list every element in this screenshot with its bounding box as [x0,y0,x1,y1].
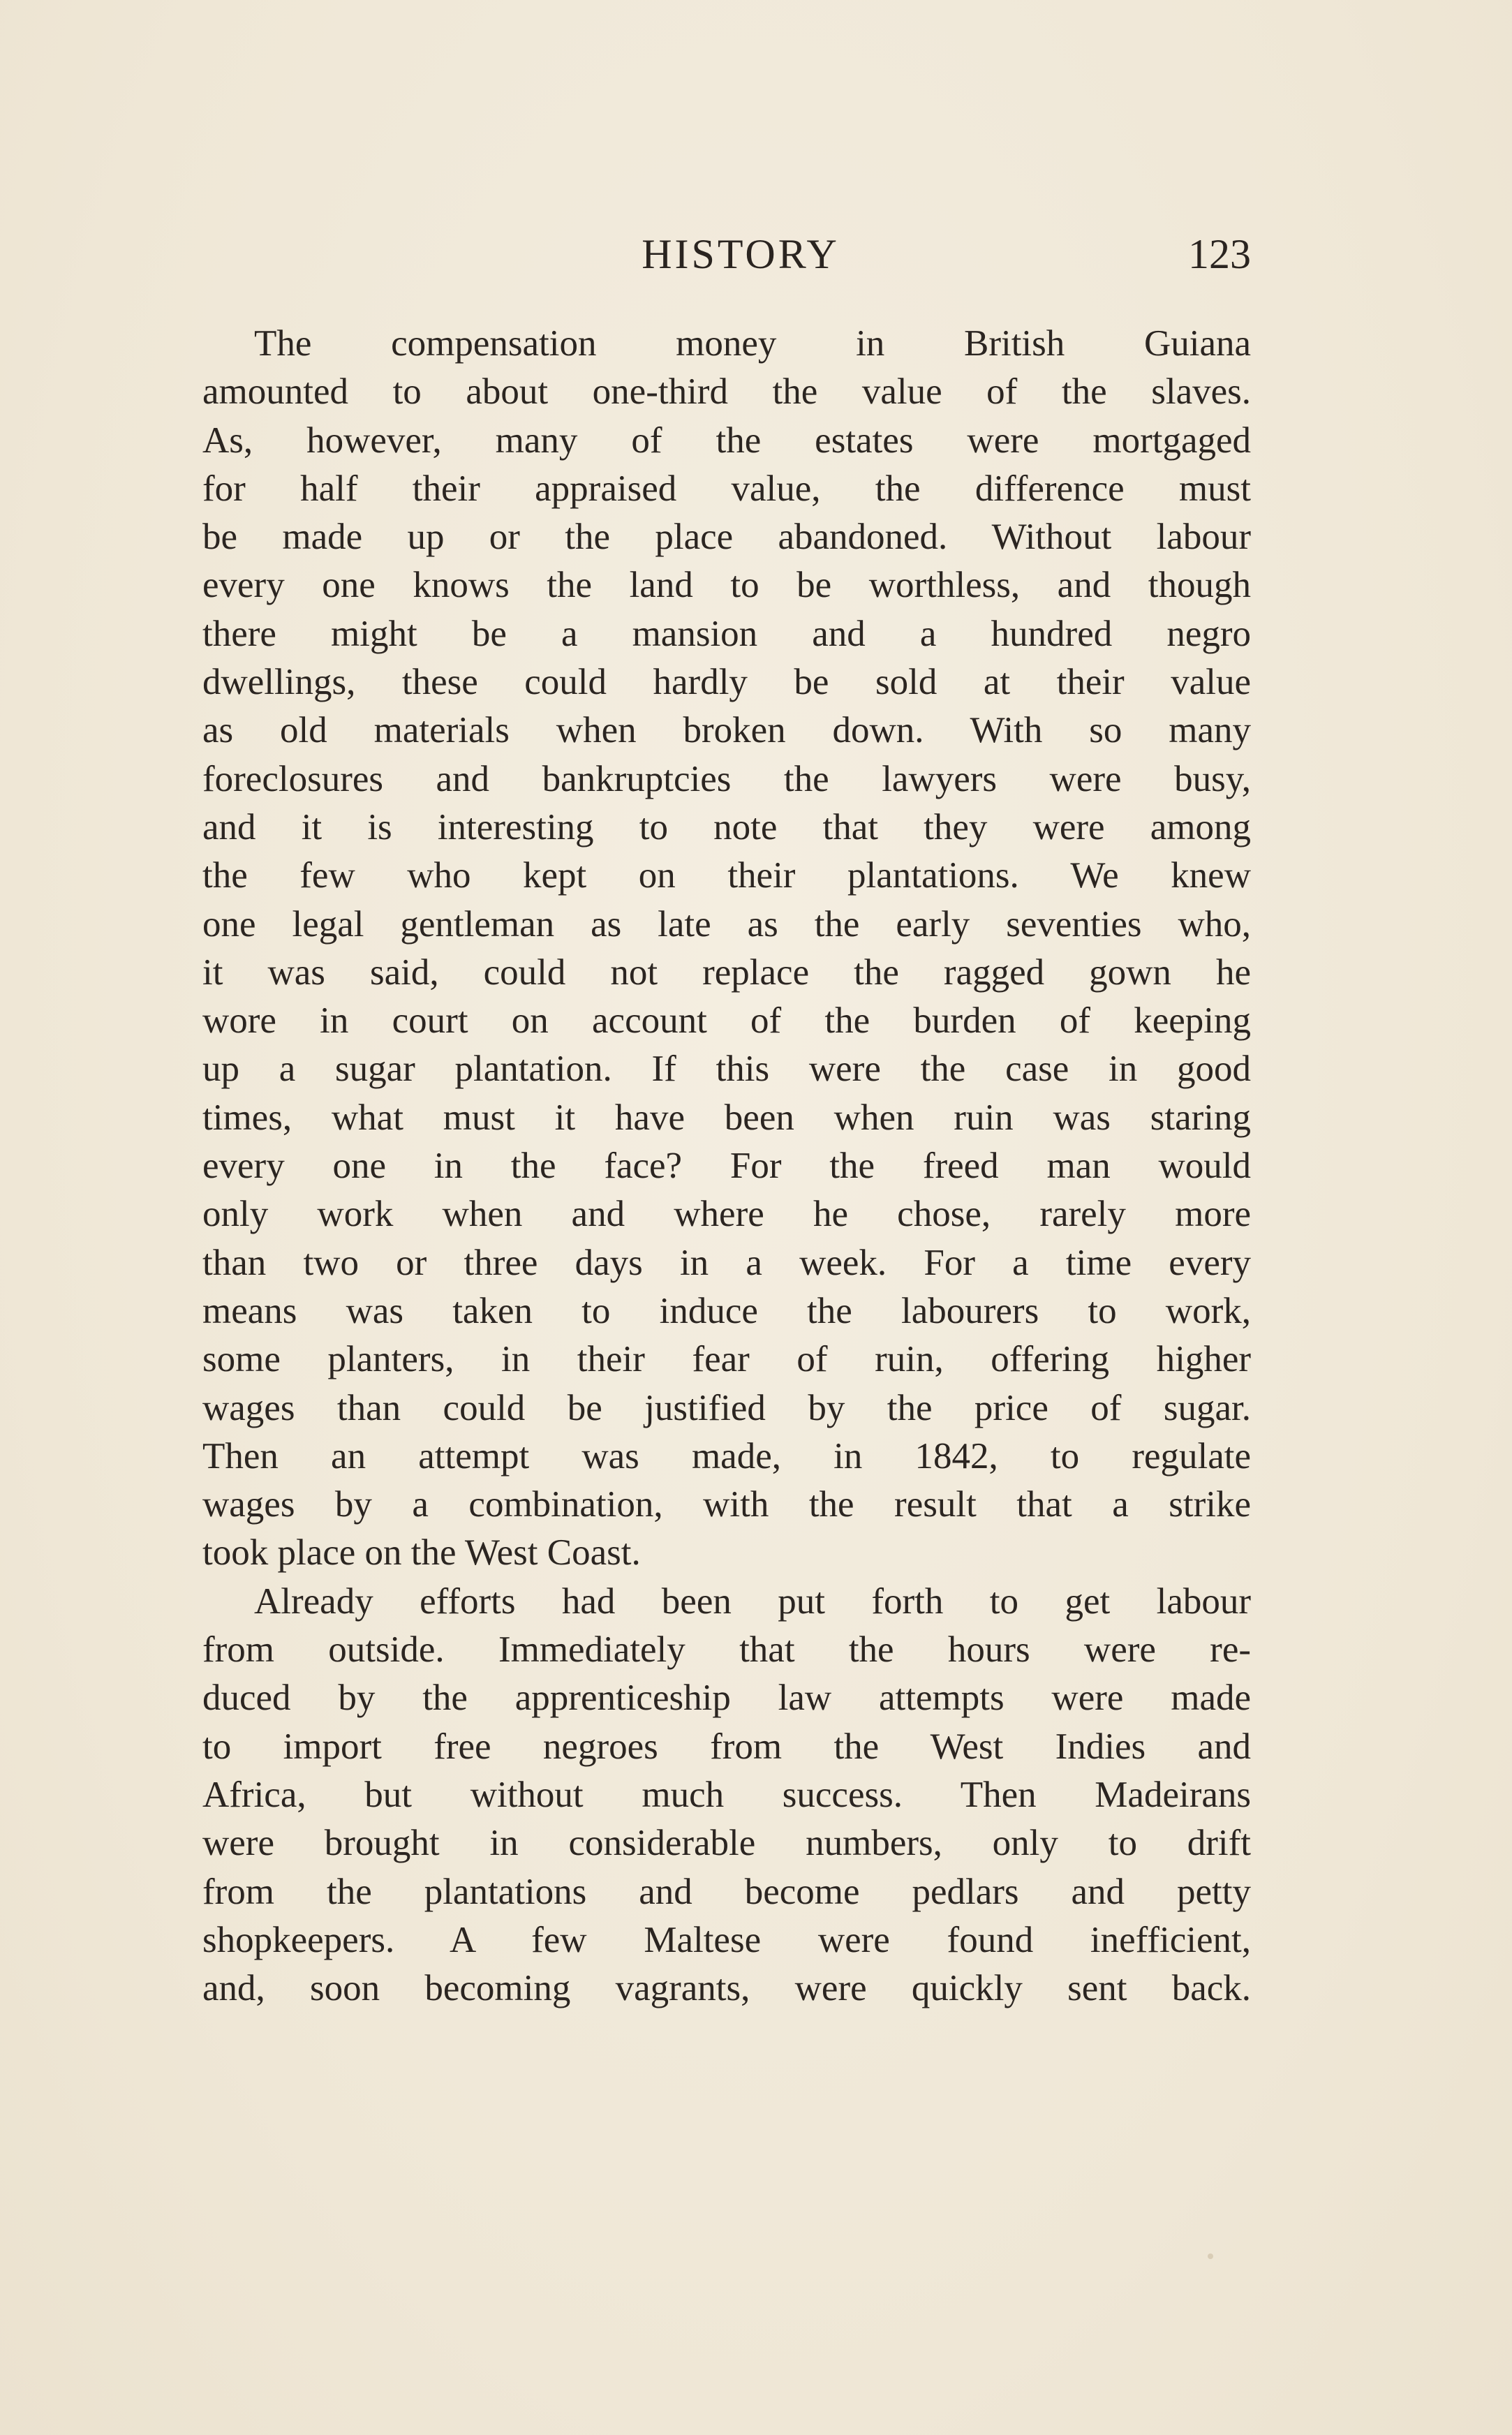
text-line: for half their appraised value, the difference must [202,468,1251,509]
text-line: wages than could be justified by the price of sugar. [202,1387,1251,1428]
text-line: there might be a mansion and a hundred negro [202,613,1251,654]
text-line: Africa, but without much success. Then Madeirans [202,1774,1251,1815]
text-line: foreclosures and bankruptcies the lawyers were busy, [202,758,1251,799]
text-line: every one knows the land to be worthless, and though [202,565,1251,606]
text-line: The compensation money in British Guiana [254,323,1251,364]
text-line: from the plantations and become pedlars and petty [202,1871,1251,1912]
text-line: and, soon becoming vagrants, were quickly sent back. [202,1968,1251,2009]
text-line: the few who kept on their plantations. We knew [202,855,1251,896]
text-line: only work when and where he chose, rarely more [202,1194,1251,1235]
text-line: were brought in considerable numbers, only to drift [202,1823,1251,1864]
text-line: as old materials when broken down. With so many [202,710,1251,751]
text-line: it was said, could not replace the ragged gown he [202,952,1251,993]
text-line: took place on the West Coast. [202,1532,641,1574]
page-number: 123 [1188,231,1251,277]
text-line: dwellings, these could hardly be sold at their value [202,662,1251,703]
body-text [202,320,1251,2013]
text-line: and it is interesting to note that they were among [202,806,1251,848]
text-line: be made up or the place abandoned. Without labour [202,517,1251,558]
text-line: duced by the apprenticeship law attempts were made [202,1678,1251,1719]
text-line: Already efforts had been put forth to get labour [254,1581,1251,1622]
paper-speck [1208,2253,1213,2259]
paragraph-2 [202,1578,1251,2013]
text-line: every one in the face? For the freed man would [202,1146,1251,1187]
text-line: some planters, in their fear of ruin, offering higher [202,1339,1251,1380]
paragraph-1 [202,320,1251,1578]
running-head: HISTORY [642,231,840,277]
text-line: amounted to about one-third the value of the slaves. [202,371,1251,413]
text-line: wages by a combination, with the result that a strike [202,1484,1251,1525]
text-line: times, what must it have been when ruin was staring [202,1097,1251,1138]
text-line: one legal gentleman as late as the early seventies who, [202,903,1251,945]
text-line: means was taken to induce the labourers to work, [202,1290,1251,1331]
text-line: to import free negroes from the West Indies and [202,1726,1251,1767]
text-line: Then an attempt was made, in 1842, to regulate [202,1435,1251,1476]
text-line: wore in court on account of the burden of keeping [202,1000,1251,1042]
text-line: As, however, many of the estates were mortgaged [202,420,1251,461]
text-line: than two or three days in a week. For a time every [202,1242,1251,1283]
text-line: shopkeepers. A few Maltese were found inefficient, [202,1919,1251,1960]
text-line: from outside. Immediately that the hours were re- [202,1629,1251,1671]
text-line: up a sugar plantation. If this were the case in good [202,1049,1251,1090]
page-header [202,226,1251,282]
